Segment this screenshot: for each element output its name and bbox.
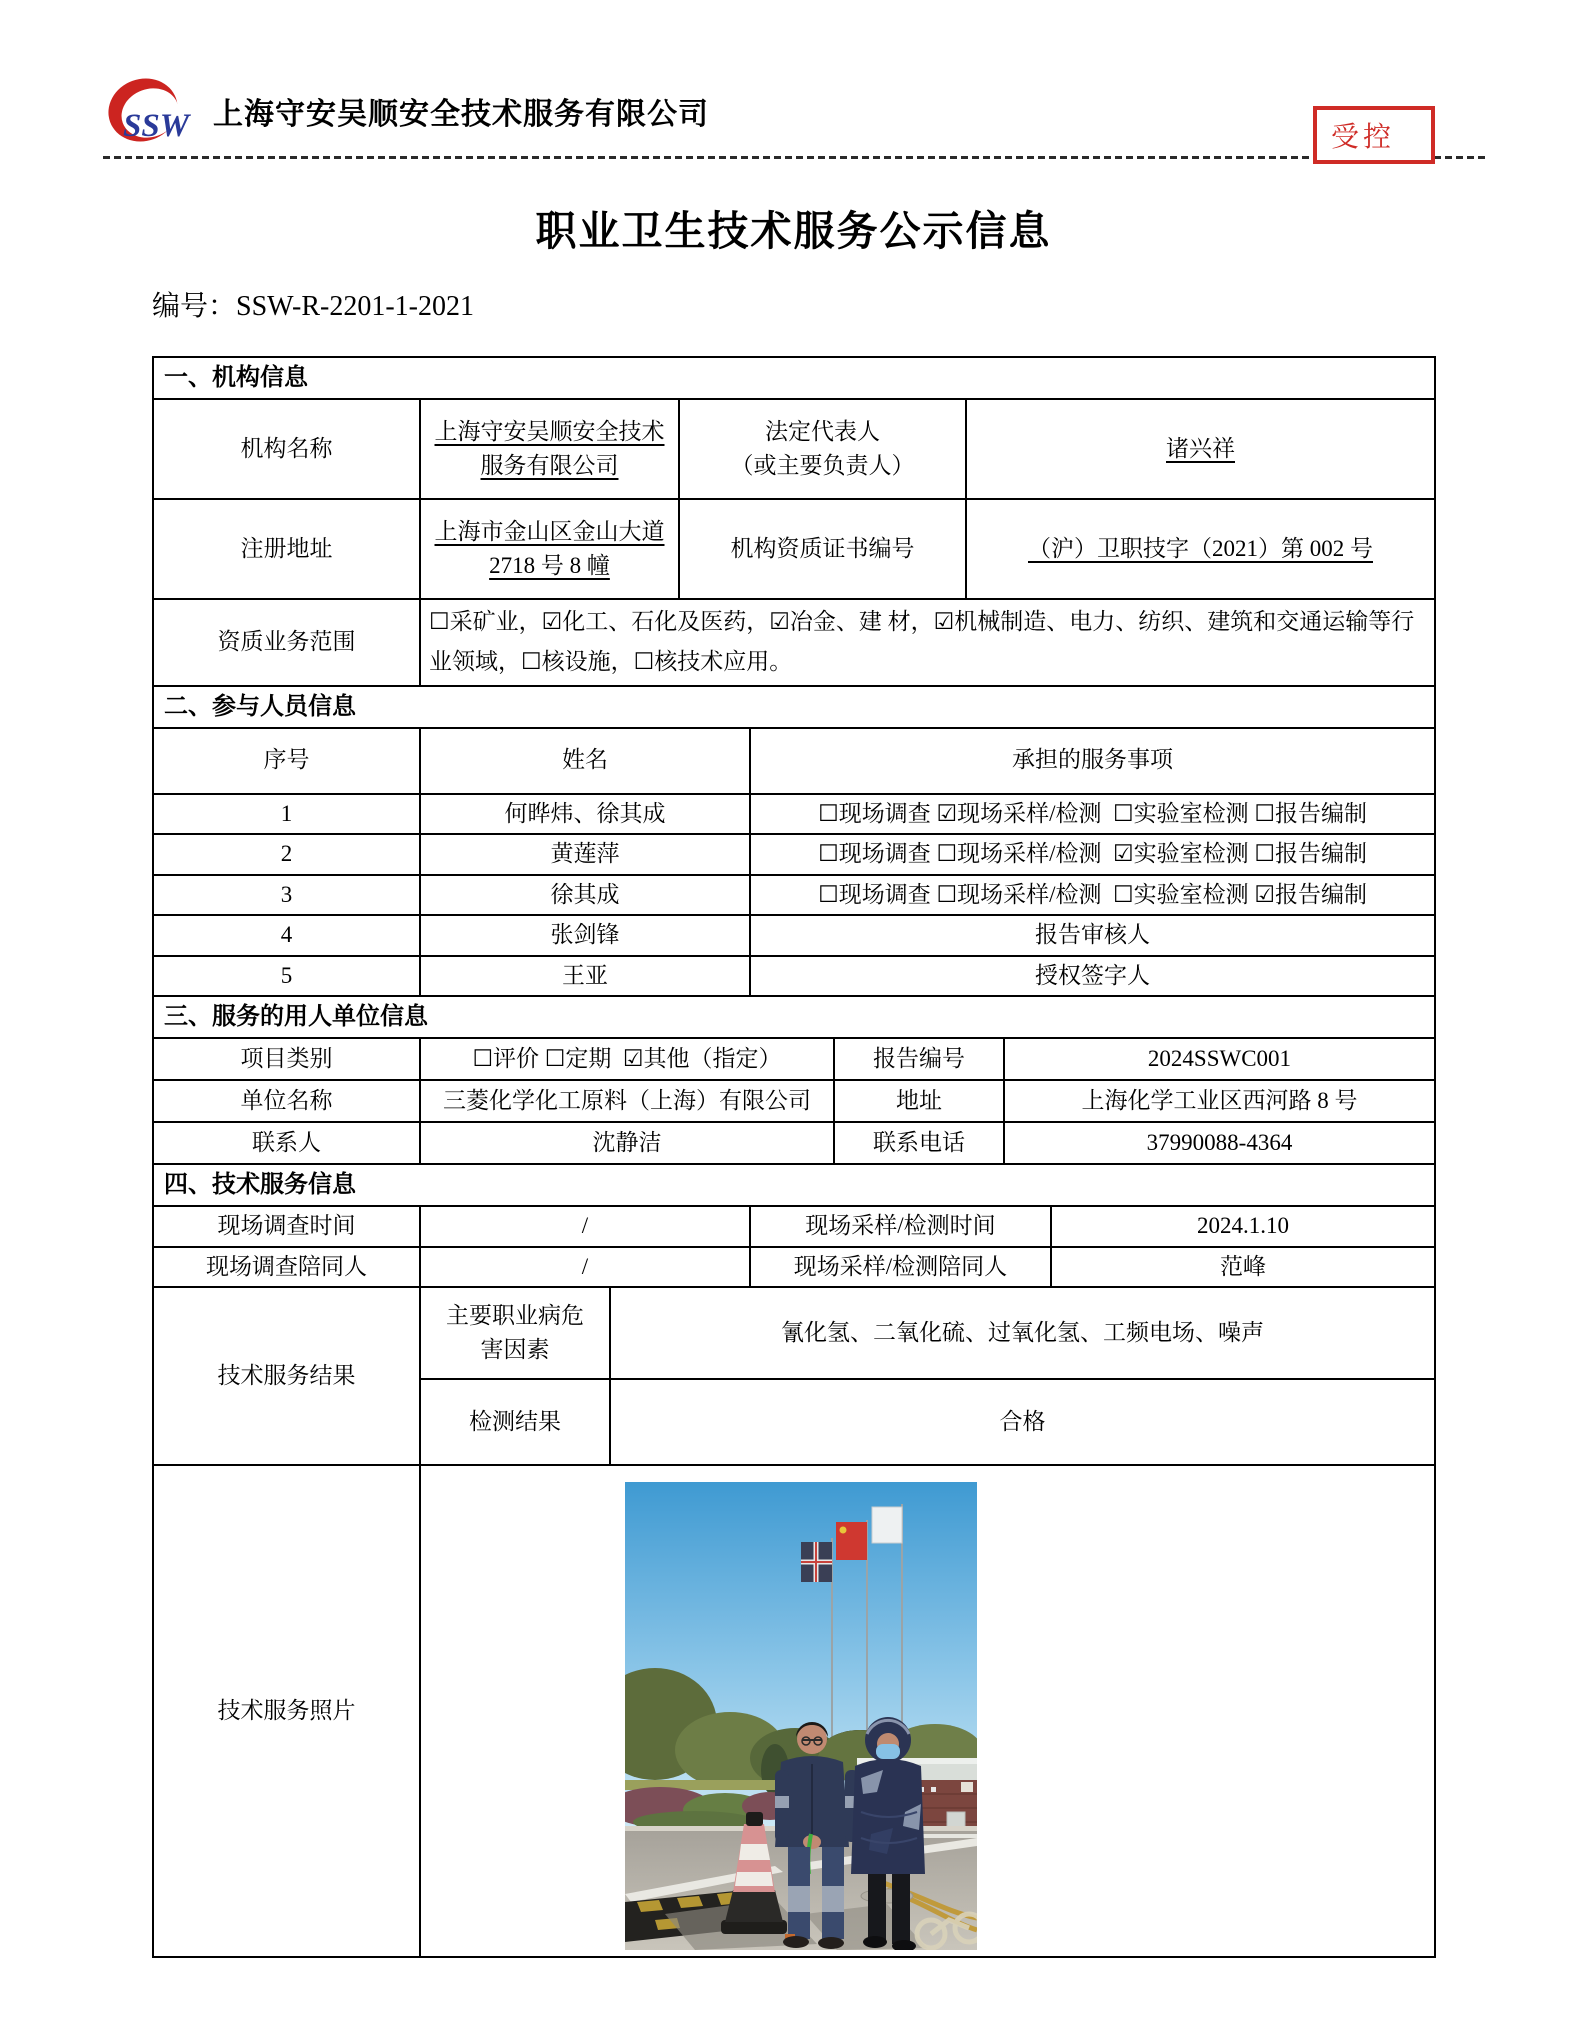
section1-heading: 一、机构信息 — [153, 357, 1435, 399]
participant-row — [153, 794, 1435, 835]
service-info-table — [152, 1163, 1436, 1288]
participant-name: 王亚 — [420, 956, 750, 997]
phone-label: 联系电话 — [834, 1122, 1004, 1164]
participant-service: ☐现场调查 ☐现场采样/检测 ☐实验室检测 ☑报告编制 — [750, 875, 1435, 916]
participant-no: 1 — [153, 794, 420, 835]
participant-no: 2 — [153, 834, 420, 875]
main-form — [152, 356, 1434, 1958]
participant-no: 5 — [153, 956, 420, 997]
company-logo-icon — [103, 72, 207, 150]
page-title: 职业卫生技术服务公示信息 — [535, 208, 1052, 254]
participant-name: 何晔炜、徐其成 — [420, 794, 750, 835]
reg-address-label: 注册地址 — [153, 499, 420, 599]
org-name-value: 上海守安吴顺安全技术服务有限公司 — [420, 399, 679, 499]
sampling-time-label: 现场采样/检测时间 — [750, 1206, 1051, 1247]
detection-result-value: 合格 — [610, 1379, 1435, 1465]
photo-cell — [420, 1465, 1435, 1957]
org-info-table — [152, 356, 1436, 687]
detection-result-label: 检测结果 — [420, 1379, 610, 1465]
survey-time-label: 现场调查时间 — [153, 1206, 420, 1247]
header-divider — [103, 156, 1485, 159]
employer-info-table — [152, 995, 1436, 1165]
participant-no: 4 — [153, 915, 420, 956]
participant-service: ☐现场调查 ☐现场采样/检测 ☑实验室检测 ☐报告编制 — [750, 834, 1435, 875]
participant-no: 3 — [153, 875, 420, 916]
cert-no-value: （沪）卫职技字（2021）第 002 号 — [966, 499, 1435, 599]
participant-name: 徐其成 — [420, 875, 750, 916]
participants-col-service: 承担的服务事项 — [750, 728, 1435, 794]
participant-name: 张剑锋 — [420, 915, 750, 956]
section3-heading: 三、服务的用人单位信息 — [153, 996, 1435, 1038]
participants-table — [152, 685, 1436, 998]
participants-col-name: 姓名 — [420, 728, 750, 794]
page-header — [103, 72, 709, 150]
contact-label: 联系人 — [153, 1122, 420, 1164]
scope-label: 资质业务范围 — [153, 599, 420, 686]
section4-heading: 四、技术服务信息 — [153, 1164, 1435, 1206]
sampling-escort-label: 现场采样/检测陪同人 — [750, 1247, 1051, 1288]
hazard-factors-value: 氰化氢、二氧化硫、过氧化氢、工频电场、噪声 — [610, 1287, 1435, 1379]
employer-name-label: 单位名称 — [153, 1080, 420, 1122]
report-no-value: 2024SSWC001 — [1004, 1038, 1435, 1080]
controlled-stamp: 受控 — [1313, 106, 1435, 164]
survey-time-value: / — [420, 1206, 750, 1247]
survey-escort-value: / — [420, 1247, 750, 1288]
cert-no-label: 机构资质证书编号 — [679, 499, 966, 599]
sampling-time-value: 2024.1.10 — [1051, 1206, 1435, 1247]
legal-rep-value: 诸兴祥 — [966, 399, 1435, 499]
participant-row — [153, 834, 1435, 875]
photo-label: 技术服务照片 — [153, 1465, 420, 1957]
participant-row — [153, 875, 1435, 916]
participants-col-no: 序号 — [153, 728, 420, 794]
service-result-label: 技术服务结果 — [153, 1287, 420, 1465]
contact-value: 沈静洁 — [420, 1122, 834, 1164]
scope-value: ☐采矿业，☑化工、石化及医药，☑冶金、建 材，☑机械制造、电力、纺织、建筑和交通运输等行业领域，☐核设施，☐核技术应用。 — [420, 599, 1435, 686]
header-company-name: 上海守安吴顺安全技术服务有限公司 — [213, 98, 709, 131]
survey-escort-label: 现场调查陪同人 — [153, 1247, 420, 1288]
participant-service: ☐现场调查 ☑现场采样/检测 ☐实验室检测 ☐报告编制 — [750, 794, 1435, 835]
employer-name-value: 三菱化学化工原料（上海）有限公司 — [420, 1080, 834, 1122]
participant-row — [153, 915, 1435, 956]
logo-ssw-text: SSW — [123, 108, 190, 144]
participant-service: 授权签字人 — [750, 956, 1435, 997]
phone-value: 37990088-4364 — [1004, 1122, 1435, 1164]
section2-heading: 二、参与人员信息 — [153, 686, 1435, 728]
org-name-label: 机构名称 — [153, 399, 420, 499]
document-number: 编号：SSW-R-2201-1-2021 — [152, 291, 475, 322]
employer-address-value: 上海化学工业区西河路 8 号 — [1004, 1080, 1435, 1122]
legal-rep-label: 法定代表人 （或主要负责人） — [679, 399, 966, 499]
participant-service: 报告审核人 — [750, 915, 1435, 956]
report-no-label: 报告编号 — [834, 1038, 1004, 1080]
participant-row — [153, 956, 1435, 997]
service-result-table — [152, 1286, 1436, 1958]
sampling-escort-value: 范峰 — [1051, 1247, 1435, 1288]
reg-address-value: 上海市金山区金山大道 2718 号 8 幢 — [420, 499, 679, 599]
project-type-label: 项目类别 — [153, 1038, 420, 1080]
hazard-factors-label: 主要职业病危害因素 — [420, 1287, 610, 1379]
project-type-value: ☐评价 ☐定期 ☑其他（指定） — [420, 1038, 834, 1080]
participant-name: 黄莲萍 — [420, 834, 750, 875]
technical-service-photo — [625, 1482, 977, 1950]
employer-address-label: 地址 — [834, 1080, 1004, 1122]
